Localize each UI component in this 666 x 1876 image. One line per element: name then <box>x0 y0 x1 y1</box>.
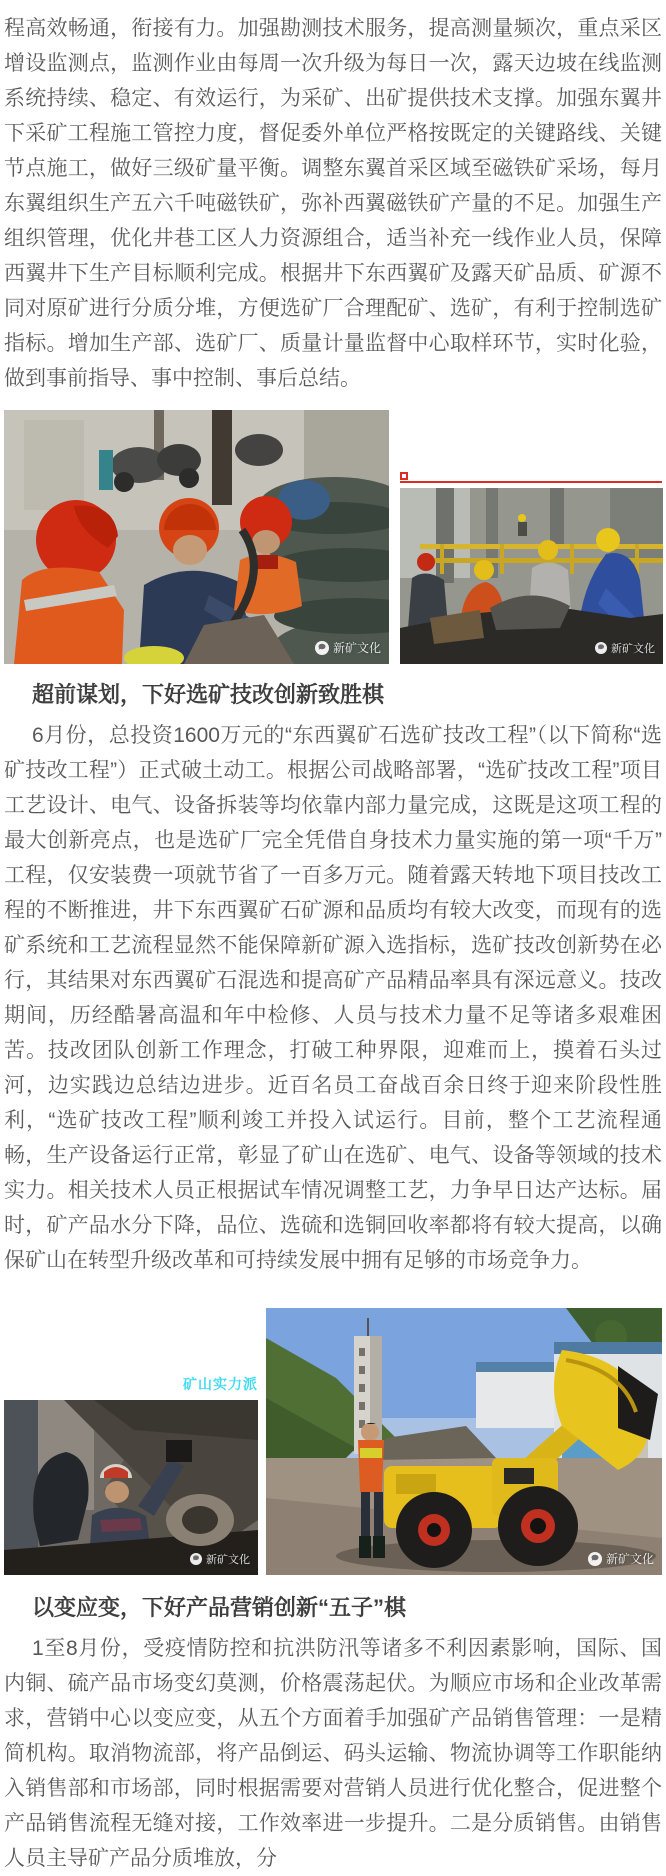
photo-workers-inspecting-machine-graphic <box>4 1400 258 1575</box>
watermark-text: 新矿文化 <box>332 641 381 655</box>
photo-watermark <box>588 1550 654 1567</box>
photo-underground-loader[interactable] <box>266 1308 662 1575</box>
photo-workshop-yellow-helmets-graphic <box>400 488 663 664</box>
paragraph-marketing: 1至8月份，受疫情防控和抗洪防汛等诸多不利因素影响，国际、国内铜、硫产品市场变幻莫测，价格震荡起伏。为顺应市场和企业改革需求，营销中心以变应变，从五个方面着手加强矿产品销售管理：一是精简机构。取消物流部，将产品倒运、码头运输、物流协调等工作职能纳入销售部和市场部，同时根据需要对营销人员进行优化整合，促进整个产品销售流程无缝对接，工作效率进一步提升。二是分质销售。由销售人员主导矿产品分质堆放，分 <box>4 1637 662 1870</box>
photo-caption-mine-strength: 矿山实力派 <box>183 1376 258 1392</box>
photo-workers-inspecting-machine[interactable] <box>4 1400 258 1575</box>
section-heading-marketing: 以变应变，下好产品营销创新“五子”棋 <box>32 1595 407 1620</box>
photo-workers-red-helmets[interactable] <box>4 410 389 664</box>
photo-workshop-yellow-helmets[interactable] <box>400 488 663 664</box>
red-square-decor <box>400 472 408 480</box>
paragraph-production-management: 程高效畅通，衔接有力。加强勘测技术服务，提高测量频次，重点采区增设监测点，监测作业由每周一次升级为每日一次，露天边坡在线监测系统持续、稳定、有效运行，为采矿、出矿提供技术支撑。加强东翼井下采矿工程施工管控力度，督促委外单位严格按既定的关键路线、关键节点施工，做好三级矿量平衡。调整东翼首采区域至磁铁矿采场，每月东翼组织生产五六千吨磁铁矿，弥补西翼磁铁矿产量的不足。加强生产组织管理，优化井巷工区人力资源组合，适当补充一线作业人员，保障西翼井下生产目标顺利完成。根据井下东西翼矿及露天矿品质、矿源不同对原矿进行分质分堆，方便选矿厂合理配矿、选矿，有利于控制选矿指标。增加生产部、选矿厂、质量计量监督中心取样环节，实时化验，做到事前指导、事中控制、事后总结。 <box>4 17 662 390</box>
watermark-text: 新矿文化 <box>206 1554 250 1566</box>
red-line-decor <box>400 481 662 483</box>
watermark-text: 新矿文化 <box>605 1552 654 1566</box>
watermark-text: 新矿文化 <box>611 643 655 655</box>
section-heading-tech-upgrade: 超前谋划，下好选矿技改创新致胜棋 <box>32 682 385 707</box>
wechat-logo-icon <box>595 642 607 654</box>
photo-row-1 <box>4 410 662 664</box>
wechat-logo-icon <box>588 1552 602 1566</box>
photo-underground-loader-graphic <box>266 1308 662 1575</box>
photo-watermark <box>315 639 381 656</box>
photo-row-2 <box>4 1308 662 1575</box>
photo-watermark <box>190 1551 250 1567</box>
wechat-logo-icon <box>190 1553 202 1565</box>
wechat-logo-icon <box>315 641 329 655</box>
paragraph-tech-upgrade: 6月份，总投资1600万元的“东西翼矿石选矿技改工程”（以下简称“选矿技改工程”）正式破土动工。根据公司战略部署，“选矿技改工程”项目工艺设计、电气、设备拆装等均依靠内部力量完成，这既是这项工程的最大创新亮点，也是选矿厂完全凭借自身技术力量实施的第一项“千万”工程，仅安装费一项就节省了一百多万元。随着露天转地下项目技改工程的不断推进，井下东西翼矿石矿源和品质均有较大改变，而现有的选矿系统和工艺流程显然不能保障新矿源入选指标，选矿技改创新势在必行，其结果对东西翼矿石混选和提高矿产品精品率具有深远意义。技改期间，历经酷暑高温和年中检修、人员与技术力量不足等诸多艰难困苦。技改团队创新工作理念，打破工种界限，迎难而上，摸着石头过河，边实践边总结边进步。近百名员工奋战百余日终于迎来阶段性胜利，“选矿技改工程”顺利竣工并投入试运行。目前，整个工艺流程通畅，生产设备运行正常，彰显了矿山在选矿、电气、设备等领域的技术实力。相关技术人员正根据试车情况调整工艺，力争早日达产达标。届时，矿产品水分下降，品位、选硫和选铜回收率都将有较大提高，以确保矿山在转型升级改革和可持续发展中拥有足够的市场竞争力。 <box>4 724 662 1272</box>
photo-workers-red-helmets-graphic <box>4 410 389 664</box>
photo-watermark <box>595 640 655 656</box>
